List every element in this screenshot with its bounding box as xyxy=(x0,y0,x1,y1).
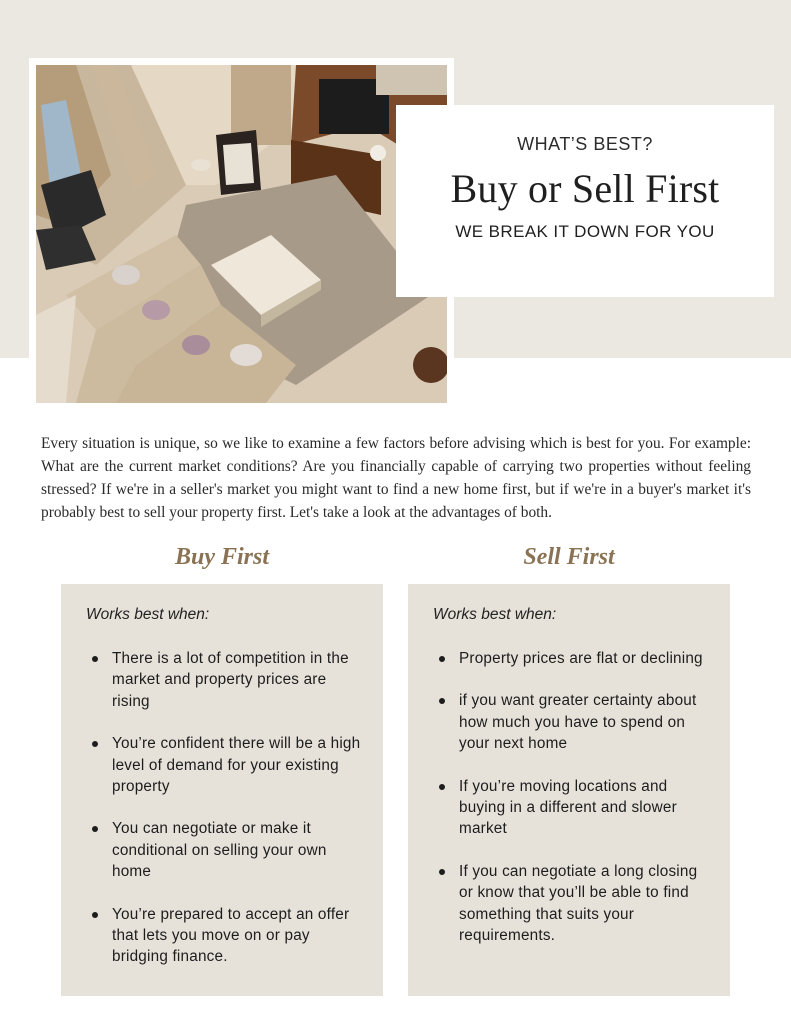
list-item xyxy=(86,733,366,797)
list-item-text: Property prices are flat or declining xyxy=(459,650,703,667)
list-item xyxy=(86,648,366,712)
sell-first-heading: Sell First xyxy=(523,544,615,570)
sell-first-list xyxy=(433,648,713,967)
intro-paragraph: Every situation is unique, so we like to examine a few factors before advising which is best for you. For example: What are the current market conditions? Are you financially capable of carrying two properties without feeling stressed? If we're in a seller's market you might want to find a new home first, but if we're in a buyer's market it's probably best to sell your property first. Let's take a look at the advantages of both. xyxy=(41,435,751,521)
sell-first-works-best: Works best when: xyxy=(433,606,557,623)
buy-first-heading: Buy First xyxy=(174,544,270,570)
eyebrow-text: WHAT’S BEST? xyxy=(517,134,653,154)
living-room-photo xyxy=(29,58,454,410)
list-item-text: if you want greater certainty about how much you have to spend on your next home xyxy=(459,692,697,753)
list-item xyxy=(86,818,366,882)
buy-first-list xyxy=(86,648,366,989)
list-item xyxy=(86,904,366,968)
page-title: Buy or Sell First xyxy=(450,166,720,211)
list-item-text: If you can negotiate a long closing or know that you’ll be able to find something that suits your requirements. xyxy=(459,862,698,945)
list-item-text: If you’re moving locations and buying in a different and slower market xyxy=(459,777,677,838)
bullet-icon xyxy=(92,912,98,918)
bullet-icon xyxy=(92,656,98,662)
list-item-text: You’re prepared to accept an offer that lets you move on or pay bridging finance. xyxy=(112,905,350,966)
bullet-icon xyxy=(92,741,98,747)
bullet-icon xyxy=(439,869,445,875)
bullet-icon xyxy=(92,826,98,832)
page-subtitle: WE BREAK IT DOWN FOR YOU xyxy=(455,222,715,241)
buy-first-panel xyxy=(61,584,383,996)
list-item xyxy=(433,861,713,947)
bullet-icon xyxy=(439,698,445,704)
list-item xyxy=(433,776,713,840)
bullet-icon xyxy=(439,656,445,662)
sell-first-panel xyxy=(408,584,730,996)
living-room-image xyxy=(36,65,447,403)
list-item-text: You’re confident there will be a high level of demand for your existing property xyxy=(112,735,361,796)
list-item-text: There is a lot of competition in the market and property prices are rising xyxy=(112,650,349,710)
list-item xyxy=(433,690,713,754)
list-item-text: You can negotiate or make it conditional on selling your own home xyxy=(112,820,327,881)
bullet-icon xyxy=(439,784,445,790)
list-item xyxy=(433,648,713,669)
title-card xyxy=(396,105,774,297)
buy-first-works-best: Works best when: xyxy=(86,606,210,623)
